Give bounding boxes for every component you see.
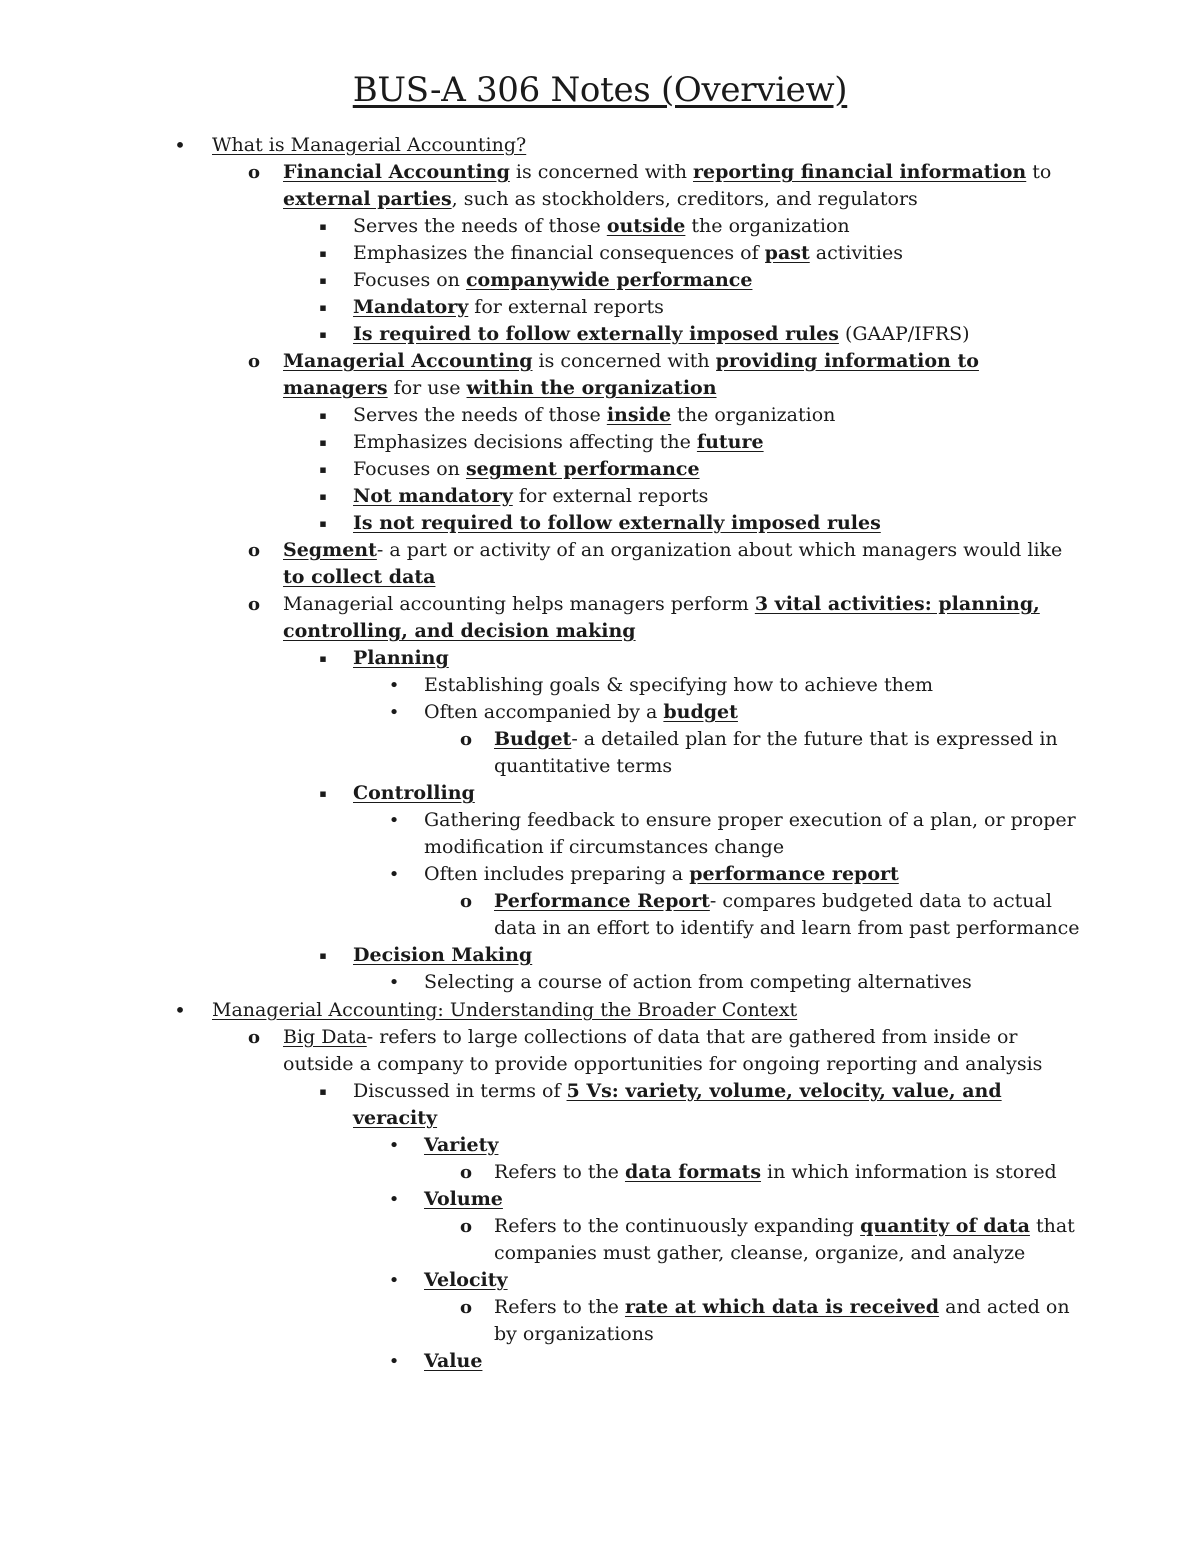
bullet-icon: ▪	[319, 328, 327, 341]
list-item	[0, 456, 1080, 483]
text: (GAAP/IFRS)	[838, 323, 970, 345]
list-item	[0, 1159, 1080, 1186]
keyword: quantity of data	[860, 1215, 1030, 1237]
bullet-icon: •	[388, 675, 400, 696]
list-item	[0, 402, 1080, 429]
bullet-icon: ▪	[319, 517, 327, 530]
text: the organization	[671, 404, 836, 426]
text: - a detailed plan for the future that is expressed in quantitative terms	[494, 728, 1058, 777]
keyword: future	[696, 431, 764, 453]
term: Performance Report	[494, 890, 710, 912]
text: - a part or activity of an organization about which managers would like	[376, 539, 1063, 561]
bullet-icon: o	[459, 1216, 472, 1237]
bullet-icon: o	[247, 594, 260, 615]
keyword: budget	[663, 701, 738, 723]
list-item	[0, 1132, 1080, 1159]
subheading: Planning	[353, 647, 449, 669]
list-item	[0, 1213, 1080, 1267]
bullet-icon: •	[174, 998, 186, 1022]
term: Managerial Accounting	[283, 350, 533, 372]
text: Emphasizes decisions affecting the	[353, 431, 697, 453]
bullet-icon: •	[388, 1189, 400, 1210]
list-item	[0, 267, 1080, 294]
bullet-icon: o	[459, 1162, 472, 1183]
keyword: companywide performance	[465, 269, 753, 291]
bullet-icon: ▪	[319, 274, 327, 287]
text: - compares budgeted data to actual data in an effort to identify and learn from past performance	[494, 890, 1080, 939]
section-heading: What is Managerial Accounting?	[212, 134, 527, 156]
bullet-icon: ▪	[319, 1085, 327, 1098]
bullet-icon: o	[459, 729, 472, 750]
keyword: past	[764, 242, 810, 264]
text: for external reports	[468, 296, 664, 318]
list-item	[0, 1267, 1080, 1294]
bullet-icon: •	[174, 133, 186, 157]
bullet-icon: o	[459, 891, 472, 912]
list-item	[0, 348, 1080, 402]
bullet-icon: •	[388, 810, 400, 831]
list-item	[0, 726, 1080, 780]
text: Selecting a course of action from competing alternatives	[424, 971, 972, 993]
list-item	[0, 645, 1080, 672]
bullet-icon: ▪	[319, 436, 327, 449]
keyword: within the organization	[466, 377, 717, 399]
text: Serves the needs of those	[353, 404, 607, 426]
term: Big Data	[283, 1026, 367, 1048]
list-item	[0, 888, 1080, 942]
list-item	[0, 672, 1080, 699]
text: to	[1026, 161, 1052, 183]
bullet-icon: ▪	[319, 409, 327, 422]
term: Financial Accounting	[283, 161, 510, 183]
term: Segment	[283, 539, 377, 561]
text: that companies must gather, cleanse, organize, and analyze	[494, 1215, 1075, 1264]
text: Establishing goals & specifying how to achieve them	[424, 674, 934, 696]
text: Often accompanied by a	[424, 701, 664, 723]
list-item	[0, 969, 1080, 996]
keyword: inside	[606, 404, 672, 426]
bullet-icon: ▪	[319, 949, 327, 962]
subheading: Volume	[424, 1188, 503, 1210]
keyword: segment performance	[465, 458, 700, 480]
text: Gathering feedback to ensure proper execution of a plan, or proper modification if circumstances change	[424, 809, 1076, 858]
text: Often includes preparing a	[424, 863, 690, 885]
bullet-icon: ▪	[319, 490, 327, 503]
list-item	[0, 1186, 1080, 1213]
list-item	[0, 429, 1080, 456]
bullet-icon: ▪	[319, 301, 327, 314]
keyword: outside	[606, 215, 686, 237]
list-item	[0, 780, 1080, 807]
bullet-icon: •	[388, 1351, 400, 1372]
term: Budget	[494, 728, 572, 750]
text: Refers to the continuously expanding	[494, 1215, 861, 1237]
bullet-icon: o	[247, 351, 260, 372]
subheading: Value	[424, 1350, 483, 1372]
text: Refers to the	[494, 1296, 625, 1318]
text: Focuses on	[353, 458, 466, 480]
text: the organization	[685, 215, 850, 237]
keyword: Mandatory	[353, 296, 469, 318]
text: Focuses on	[353, 269, 466, 291]
list-item	[0, 483, 1080, 510]
list-item	[0, 1348, 1080, 1375]
list-item	[0, 1078, 1080, 1132]
bullet-icon: •	[388, 1135, 400, 1156]
text: , such as stockholders, creditors, and regulators	[451, 188, 918, 210]
list-item	[0, 861, 1080, 888]
section-heading: Managerial Accounting: Understanding the Broader Context	[212, 999, 798, 1021]
list-item	[0, 997, 1080, 1024]
keyword: Not mandatory	[353, 485, 513, 507]
list-item	[0, 132, 1080, 159]
bullet-icon: ▪	[319, 463, 327, 476]
text: is concerned with	[532, 350, 716, 372]
list-item	[0, 240, 1080, 267]
bullet-icon: o	[247, 1027, 260, 1048]
list-item	[0, 321, 1080, 348]
list-item	[0, 294, 1080, 321]
text: Refers to the	[494, 1161, 625, 1183]
bullet-icon: •	[388, 1270, 400, 1291]
list-item	[0, 213, 1080, 240]
bullet-icon: o	[247, 540, 260, 561]
keyword: providing information to managers	[283, 350, 979, 399]
list-item	[0, 591, 1080, 645]
list-item	[0, 1024, 1080, 1078]
text: Discussed in terms of	[353, 1080, 567, 1102]
keyword: Is required to follow externally imposed rules	[353, 323, 839, 345]
keyword: 3 vital activities: planning, controlling, and decision making	[283, 593, 1040, 642]
subheading: Velocity	[424, 1269, 508, 1291]
bullet-icon: o	[459, 1297, 472, 1318]
keyword: data formats	[624, 1161, 762, 1183]
bullet-icon: •	[388, 972, 400, 993]
text: for external reports	[512, 485, 709, 507]
text: for use	[387, 377, 467, 399]
subheading: Controlling	[353, 782, 475, 804]
keyword: reporting financial information	[693, 161, 1027, 183]
keyword: rate at which data is received	[624, 1296, 940, 1318]
list-item	[0, 1294, 1080, 1348]
list-item	[0, 510, 1080, 537]
list-item	[0, 699, 1080, 726]
text: is concerned with	[509, 161, 693, 183]
bullet-icon: ▪	[319, 652, 327, 665]
keyword: Is not required to follow externally imposed rules	[353, 512, 881, 534]
bullet-icon: ▪	[319, 787, 327, 800]
text: in which information is stored	[761, 1161, 1057, 1183]
text: - refers to large collections of data that are gathered from inside or outside a company to provide opportunities for ongoing reporting and analysis	[283, 1026, 1043, 1075]
list-item	[0, 942, 1080, 969]
subheading: Decision Making	[353, 944, 533, 966]
page-title: BUS-A 306 Notes (Overview)	[352, 70, 848, 110]
keyword: 5 Vs: variety, volume, velocity, value, and veracity	[353, 1080, 1002, 1129]
text: Serves the needs of those	[353, 215, 607, 237]
list-item	[0, 537, 1080, 591]
list-item	[0, 159, 1080, 213]
list-item	[0, 807, 1080, 861]
subheading: Variety	[424, 1134, 499, 1156]
text: activities	[809, 242, 903, 264]
keyword: external parties	[283, 188, 452, 210]
keyword: performance report	[689, 863, 899, 885]
bullet-icon: o	[247, 162, 260, 183]
bullet-icon: •	[388, 702, 400, 723]
text: Managerial accounting helps managers perform	[283, 593, 755, 615]
text: Emphasizes the financial consequences of	[353, 242, 765, 264]
bullet-icon: ▪	[319, 247, 327, 260]
bullet-icon: ▪	[319, 220, 327, 233]
keyword: to collect data	[283, 566, 436, 588]
bullet-icon: •	[388, 864, 400, 885]
text: and acted on by organizations	[494, 1296, 1070, 1345]
